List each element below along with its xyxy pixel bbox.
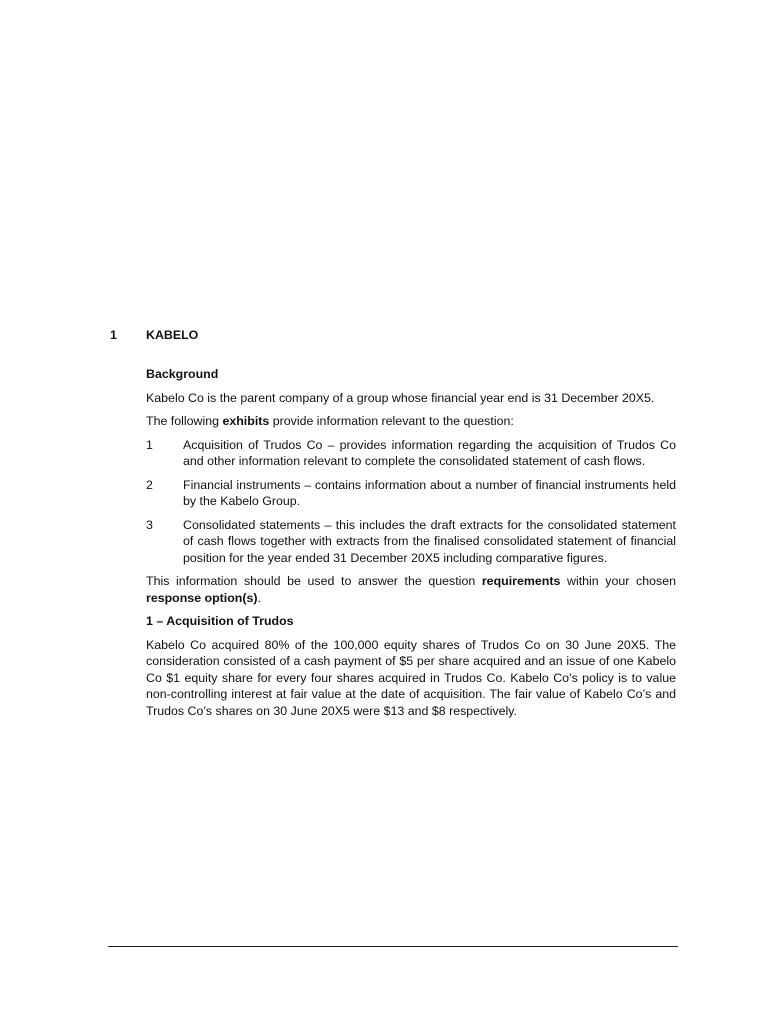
exhibit-item-1 (146, 437, 676, 470)
section-1-heading: 1 – Acquisition of Trudos (146, 614, 294, 628)
exhibit-number: 1 (146, 437, 153, 452)
exhibit-number: 3 (146, 517, 153, 532)
question-content (146, 366, 676, 719)
section-1-body: Kabelo Co acquired 80% of the 100,000 equity shares of Trudos Co on 30 June 20X5. The consideration consisted of a cash payment of $5 per share acquired and an issue of one Kabelo Co $1 equity share for every four shares acquired in Trudos Co. Kabelo Co’s policy is to value non-controlling interest at fair value at the date of acquisition. The fair value of Kabelo Co’s and Trudos Co’s shares on 30 June 20X5 were $13 and $8 respectively. (146, 637, 676, 718)
instructions-response-options: response option(s) (146, 590, 258, 605)
exhibit-number: 2 (146, 477, 153, 492)
background-heading: Background (146, 367, 219, 381)
exhibit-text: Financial instruments – contains information about a number of financial instruments held by the Kabelo Group. (183, 477, 676, 508)
exhibits-intro (146, 413, 676, 430)
exhibit-item-2 (146, 477, 676, 510)
instructions-paragraph (146, 573, 676, 606)
instructions-pre: This information should be used to answer the question (146, 574, 482, 588)
instructions-mid: within your chosen (560, 574, 676, 588)
exhibits-intro-bold: exhibits (222, 414, 270, 428)
exhibit-item-3 (146, 517, 676, 567)
instructions-requirements: requirements (481, 574, 561, 588)
exhibits-intro-pre: The following (146, 414, 223, 428)
instructions-post: . (257, 590, 261, 605)
exhibit-text: Consolidated statements – this includes the draft extracts for the consolidated statement of cash flows together with extracts from the finalised consolidated statement of financial position for the year ended 31 December 20X5 including comparative figures. (183, 517, 676, 565)
exhibit-text: Acquisition of Trudos Co – provides information regarding the acquisition of Trudos Co and other information relevant to complete the consolidated statement of cash flows. (183, 437, 676, 468)
exhibits-intro-post: provide information relevant to the question: (269, 414, 514, 428)
background-intro: Kabelo Co is the parent company of a group whose financial year end is 31 December 20X5. (146, 390, 655, 405)
question-number: 1 (110, 328, 117, 342)
question-title: KABELO (146, 328, 199, 342)
footer-divider (108, 946, 678, 947)
